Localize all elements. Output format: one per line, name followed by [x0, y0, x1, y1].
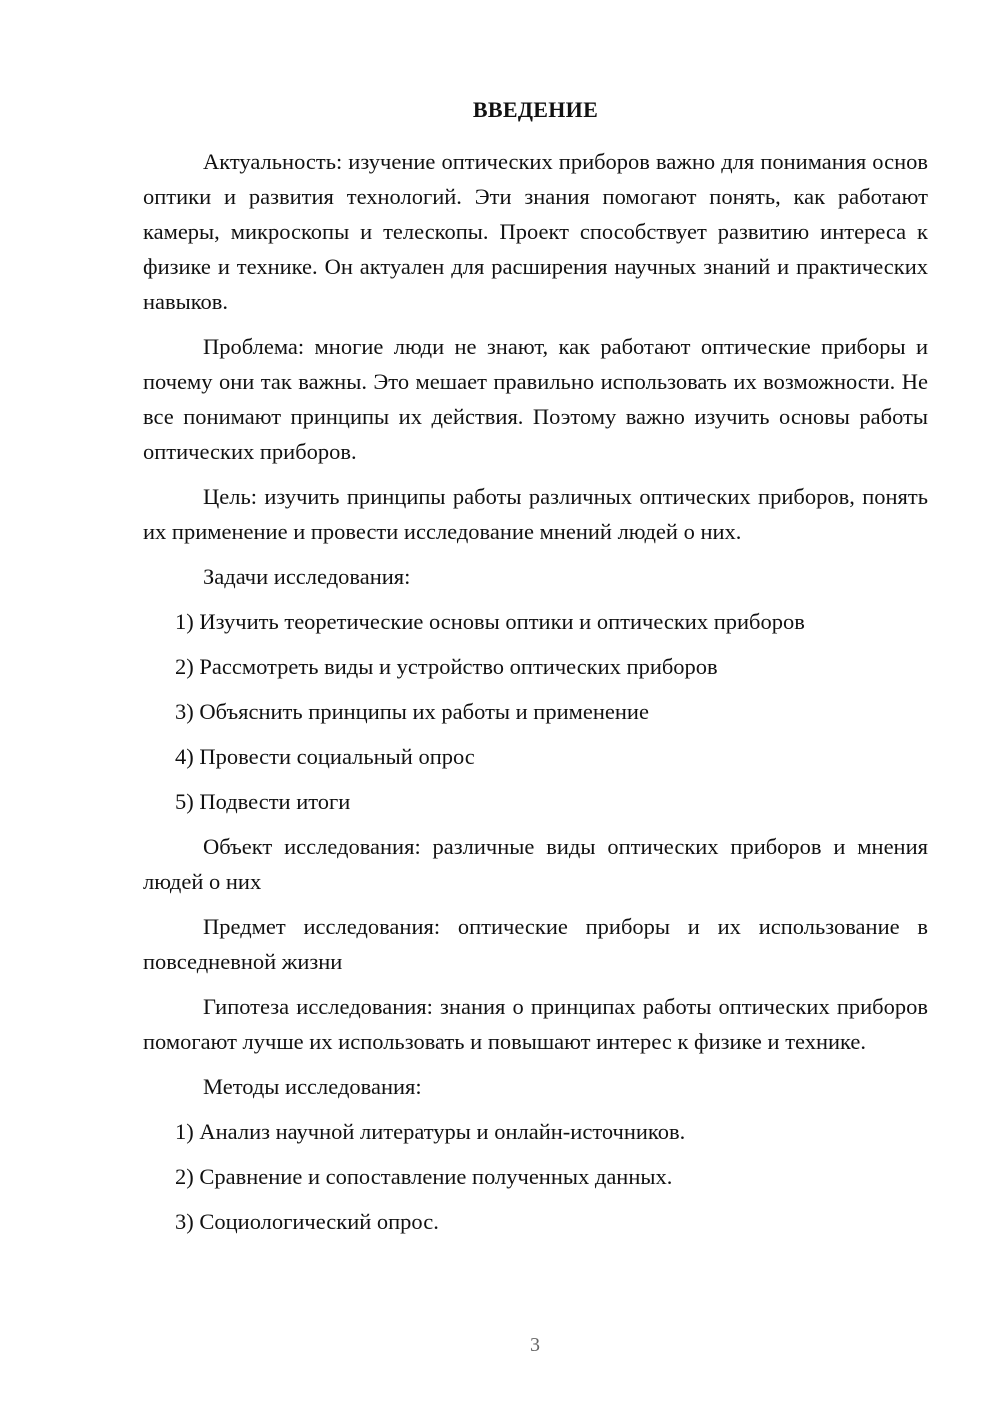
- method-item-1: 1) Анализ научной литературы и онлайн-источников.: [175, 1119, 686, 1144]
- task-item-1: 1) Изучить теоретические основы оптики и оптических приборов: [175, 609, 805, 634]
- task-item-3: 3) Объяснить принципы их работы и применение: [175, 699, 649, 724]
- task-item-5: 5) Подвести итоги: [175, 789, 351, 814]
- goal-paragraph: Цель: изучить принципы работы различных оптических приборов, понять их применение и провести исследование мнений людей о них.: [143, 484, 928, 544]
- method-item-2: 2) Сравнение и сопоставление полученных данных.: [175, 1164, 673, 1189]
- document-page: [143, 96, 928, 1249]
- page-number: 3: [530, 1334, 540, 1356]
- hypothesis-paragraph: Гипотеза исследования: знания о принципах работы оптических приборов помогают лучше их использовать и повышают интерес к физике и технике.: [143, 994, 928, 1054]
- methods-heading: Методы исследования:: [203, 1074, 422, 1099]
- tasks-heading: Задачи исследования:: [203, 564, 411, 589]
- method-item-3: 3) Социологический опрос.: [175, 1209, 439, 1234]
- subject-paragraph: Предмет исследования: оптические приборы и их использование в повседневной жизни: [143, 914, 928, 974]
- section-heading: ВВЕДЕНИЕ: [472, 97, 599, 122]
- task-item-4: 4) Провести социальный опрос: [175, 744, 475, 769]
- problem-paragraph: Проблема: многие люди не знают, как работают оптические приборы и почему они так важны. Это мешает правильно использовать их возможности. Не все понимают принципы их действия. Поэтому важно изучить основы работы оптических приборов.: [143, 334, 928, 464]
- relevance-paragraph: Актуальность: изучение оптических приборов важно для понимания основ оптики и развития технологий. Эти знания помогают понять, как работают камеры, микроскопы и телескопы. Проект способствует развитию интереса к физике и технике. Он актуален для расширения научных знаний и практических навыков.: [143, 149, 928, 314]
- object-paragraph: Объект исследования: различные виды оптических приборов и мнения людей о них: [143, 834, 928, 894]
- task-item-2: 2) Рассмотреть виды и устройство оптических приборов: [175, 654, 718, 679]
